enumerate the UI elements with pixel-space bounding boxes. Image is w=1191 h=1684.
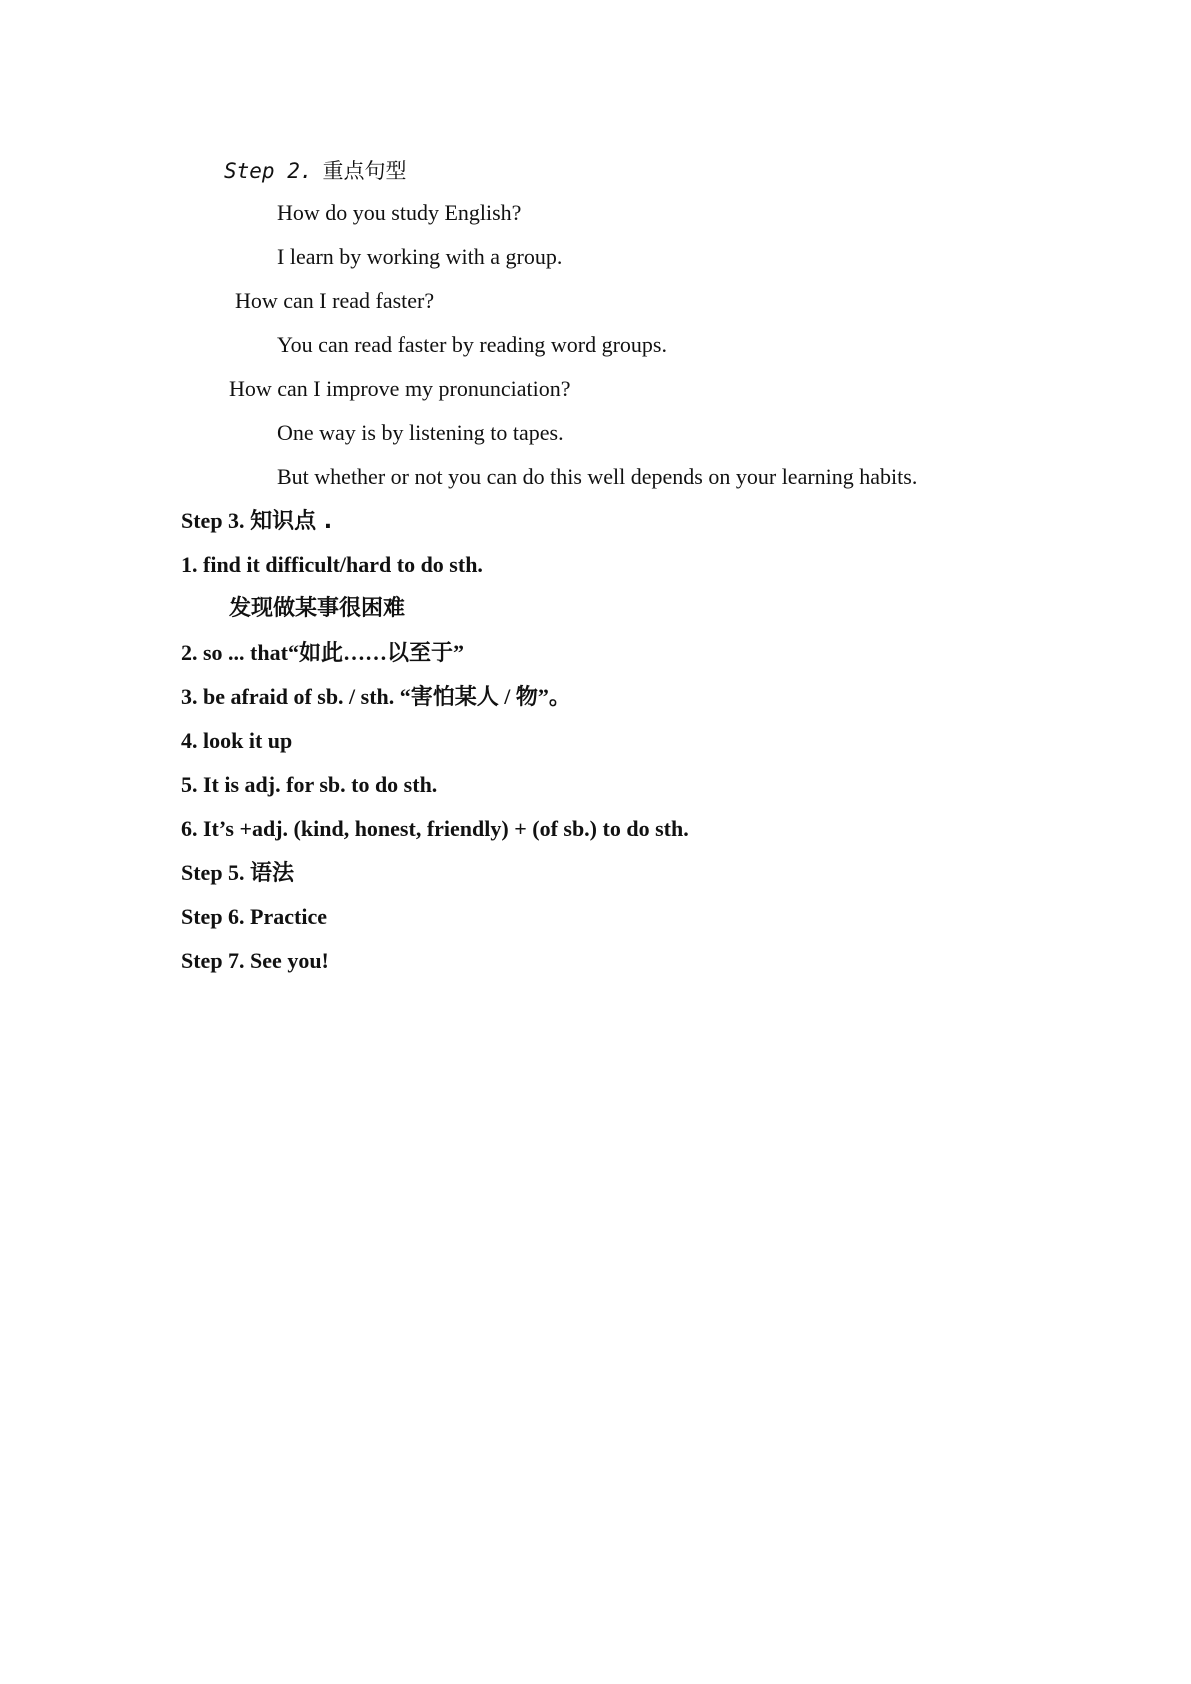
sentence-5: How can I improve my pronunciation?: [229, 376, 571, 401]
point-6: 6. It’s +adj. (kind, honest, friendly) + (of sb.) to do sth.: [181, 816, 689, 841]
sentence-2: I learn by working with a group.: [277, 244, 563, 269]
point-4: 4. look it up: [181, 728, 293, 753]
step-3-heading: [181, 506, 332, 537]
step-2-label: Step 2.: [224, 159, 313, 183]
step-2-heading: [224, 156, 407, 186]
step-3-label: Step 3.: [181, 508, 245, 533]
step-7-heading: Step 7. See you!: [181, 948, 329, 973]
step-5-heading: Step 5. 语法: [181, 860, 295, 885]
point-5: 5. It is adj. for sb. to do sth.: [181, 772, 438, 797]
point-3: 3. be afraid of sb. / sth. “害怕某人 / 物”。: [181, 684, 571, 709]
sentence-7: But whether or not you can do this well depends on your learning habits.: [277, 464, 918, 489]
step-3-title: 知识点 .: [250, 509, 333, 534]
step-2-title: 重点句型: [322, 159, 407, 183]
sentence-4: You can read faster by reading word groups.: [277, 332, 667, 357]
step-6-heading: Step 6. Practice: [181, 904, 327, 929]
sentence-1: How do you study English?: [277, 200, 522, 225]
point-1-translation: 发现做某事很困难: [229, 596, 406, 621]
point-1: 1. find it difficult/hard to do sth.: [181, 552, 483, 577]
sentence-6: One way is by listening to tapes.: [277, 420, 564, 445]
point-2: 2. so ... that“如此……以至于”: [181, 640, 464, 665]
sentence-3: How can I read faster?: [235, 288, 435, 313]
